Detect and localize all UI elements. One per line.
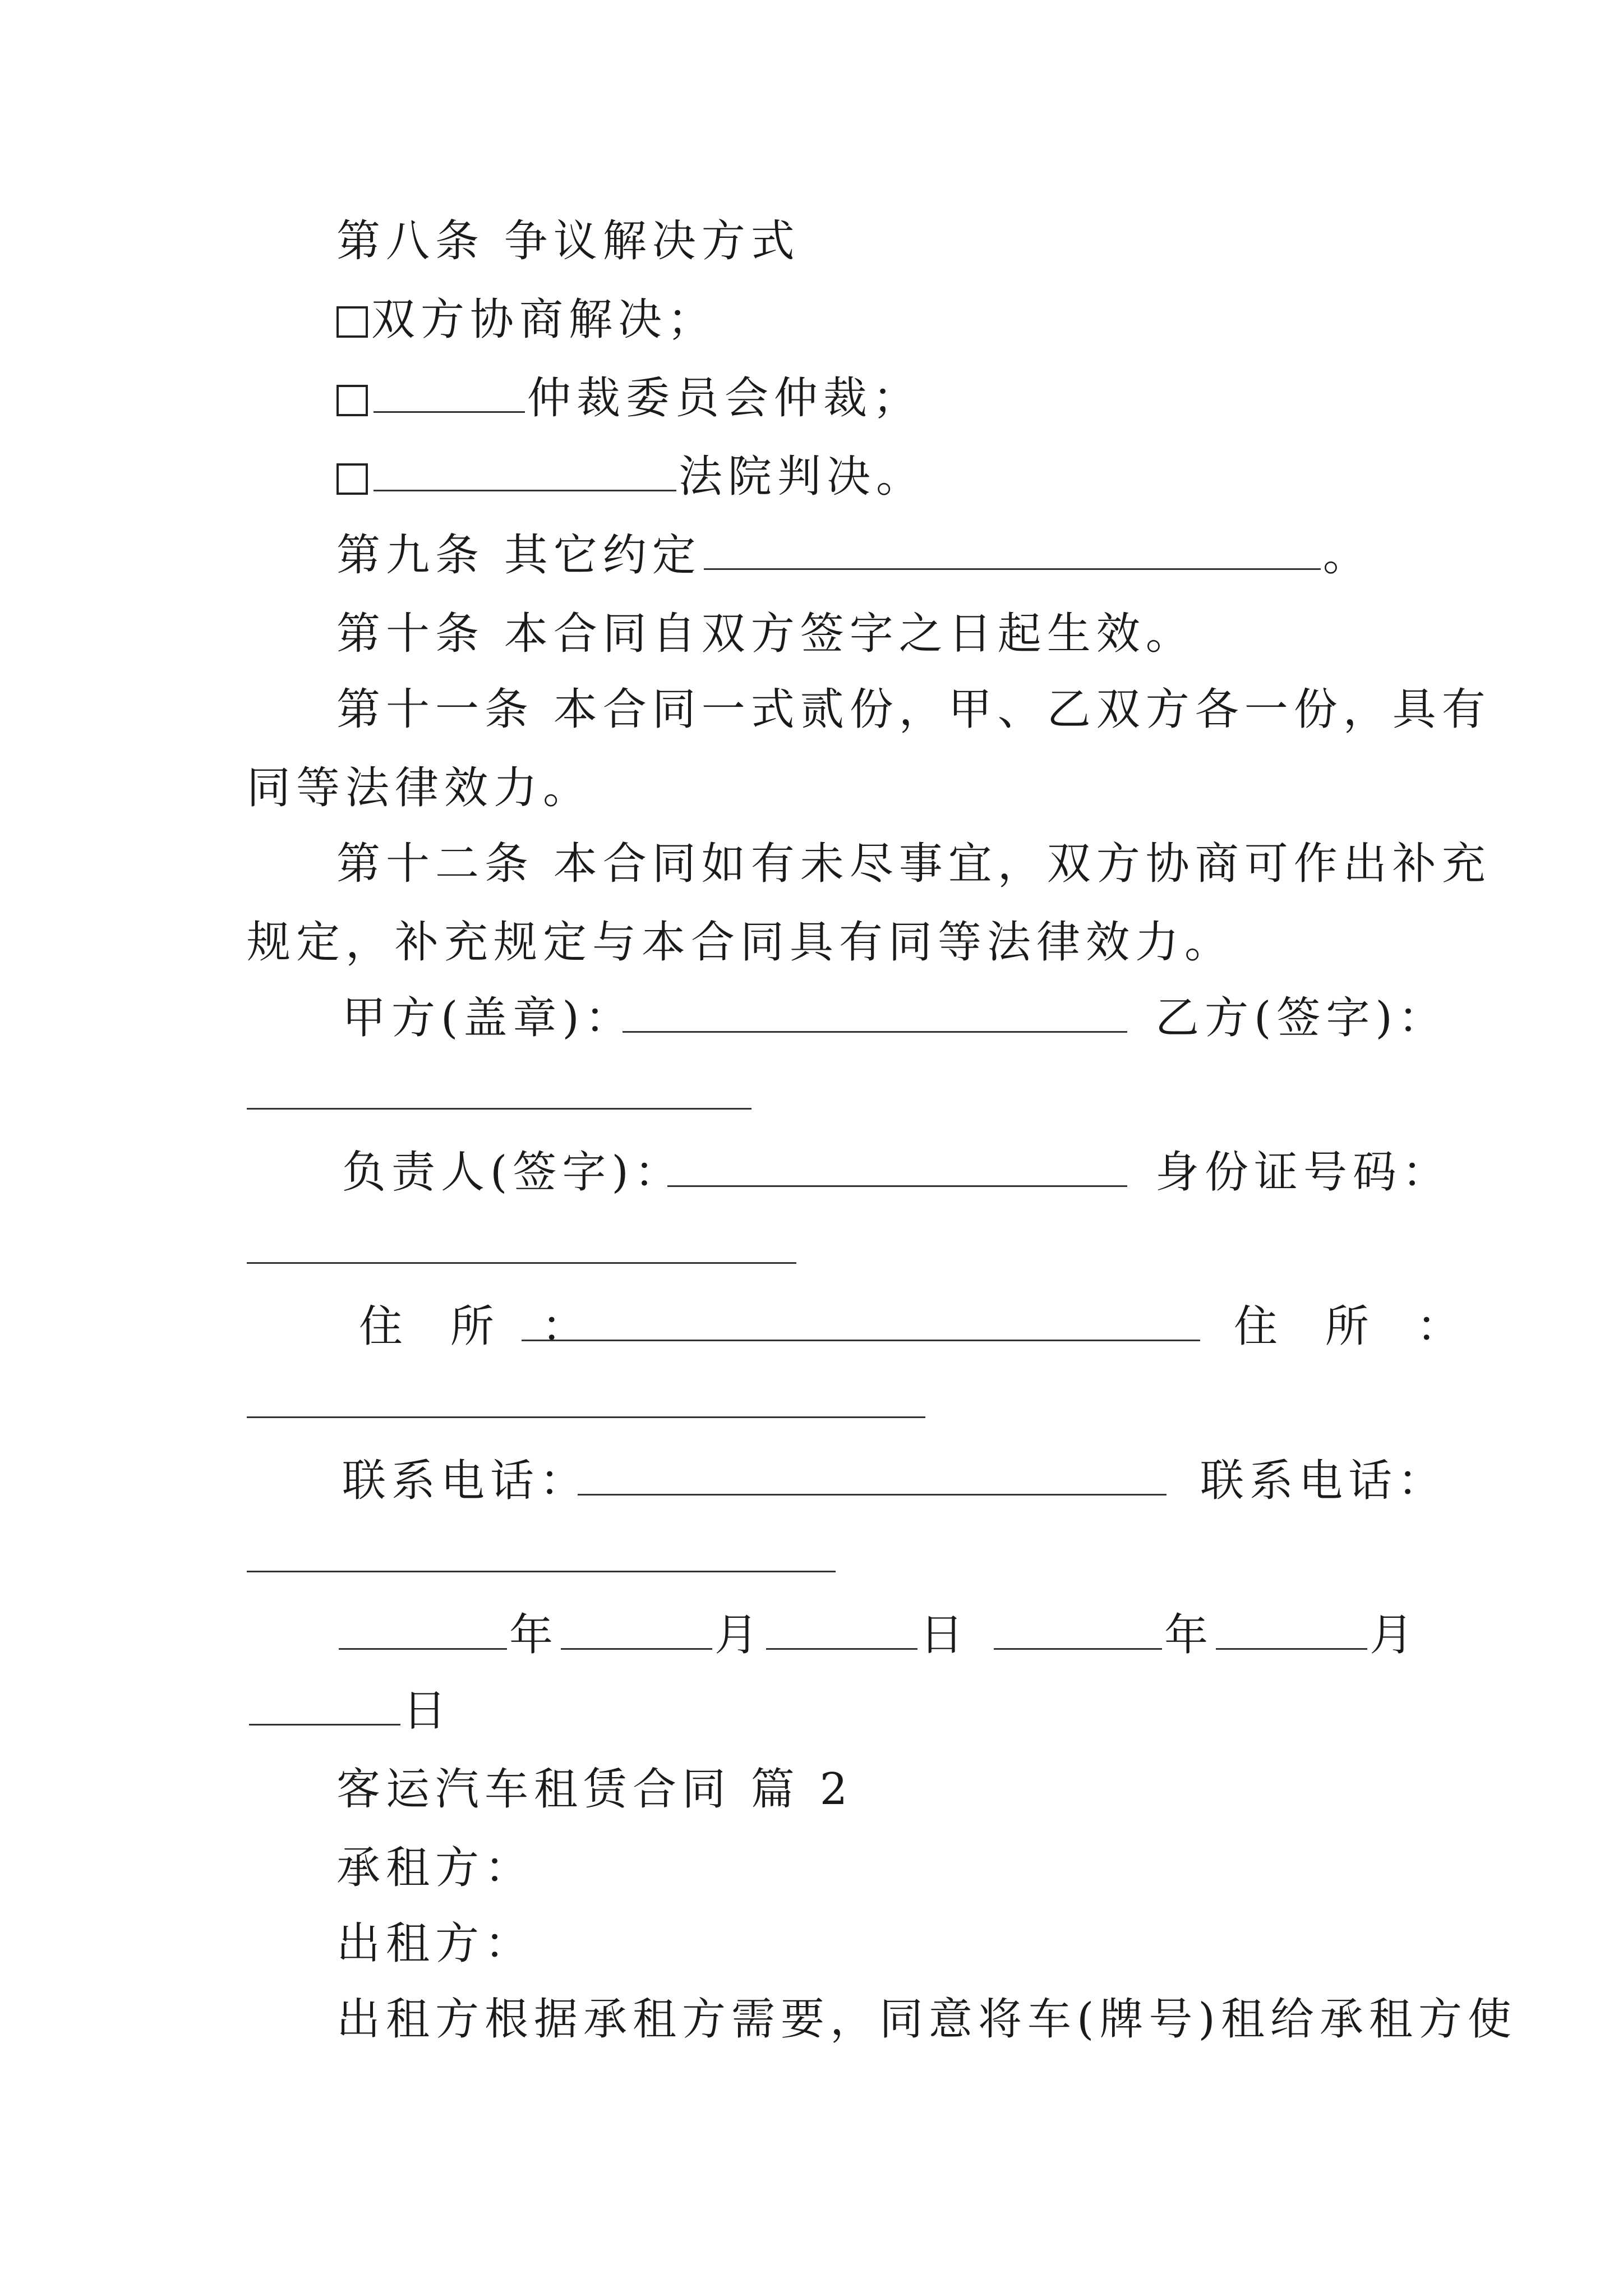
checkbox-court[interactable] bbox=[336, 463, 368, 495]
phone-a-label: 联系电话： bbox=[342, 1456, 589, 1506]
article-9-label: 第九条 其它约定 bbox=[336, 530, 702, 581]
party-b-sign-blank[interactable] bbox=[247, 1108, 751, 1110]
id-number-label: 身份证号码： bbox=[1155, 1147, 1452, 1198]
checkbox-arbitration[interactable] bbox=[336, 385, 368, 416]
phone-b-blank[interactable] bbox=[247, 1571, 836, 1572]
responsible-sign-blank[interactable] bbox=[667, 1185, 1127, 1187]
option-arbitration-label: 仲裁委员会仲裁； bbox=[527, 373, 923, 424]
arbitration-committee-blank[interactable] bbox=[374, 371, 525, 413]
lessor-row bbox=[336, 1916, 534, 1972]
address-a-label: 住 所 ： bbox=[359, 1301, 602, 1352]
lessee-label: 承租方： bbox=[336, 1843, 534, 1893]
lessee-row bbox=[336, 1840, 534, 1896]
article-9 bbox=[336, 527, 1372, 583]
month-b-label: 月 bbox=[1370, 1610, 1419, 1660]
section-2-title-text: 客运汽车租赁合同 篇 2 bbox=[336, 1764, 854, 1815]
responsible-sign-label: 负责人(签字)： bbox=[342, 1147, 684, 1198]
year-b-blank[interactable] bbox=[994, 1608, 1162, 1650]
article-8-title bbox=[336, 213, 800, 269]
article-11-text-1: 第十一条 本合同一式贰份，甲、乙双方各一份，具有 bbox=[336, 684, 1491, 735]
article-12-line-2 bbox=[247, 914, 1234, 970]
article-11-text-2: 同等法律效力。 bbox=[247, 763, 593, 813]
lease-clause-text: 出租方根据承租方需要，同意将车(牌号)租给承租方使 bbox=[336, 1994, 1517, 2045]
article-12-line-1 bbox=[336, 836, 1491, 892]
phone-b-row bbox=[1200, 1453, 1447, 1509]
party-a-seal-row bbox=[342, 990, 634, 1046]
day-a-blank[interactable] bbox=[766, 1608, 917, 1650]
other-terms-blank[interactable] bbox=[704, 528, 1321, 570]
address-b-blank[interactable] bbox=[247, 1416, 925, 1418]
option-arbitration bbox=[336, 370, 922, 426]
party-a-seal-label: 甲方(盖章)： bbox=[342, 993, 634, 1043]
article-10-text: 第十条 本合同自双方签字之日起生效。 bbox=[336, 609, 1195, 659]
day-b-label: 日 bbox=[403, 1686, 453, 1736]
year-b-label: 年 bbox=[1164, 1610, 1214, 1660]
year-a-label: 年 bbox=[509, 1610, 559, 1660]
phone-a-blank[interactable] bbox=[578, 1494, 1166, 1496]
address-b-row bbox=[1234, 1299, 1477, 1355]
day-b-blank[interactable] bbox=[249, 1683, 400, 1726]
option-negotiation-label: 双方协商解决； bbox=[371, 295, 717, 345]
month-a-label: 月 bbox=[714, 1610, 764, 1660]
article-12-text-1: 第十二条 本合同如有未尽事宜，双方协商可作出补充 bbox=[336, 839, 1491, 889]
id-number-blank[interactable] bbox=[247, 1262, 796, 1264]
id-number-row bbox=[1155, 1144, 1451, 1200]
lessor-label: 出租方： bbox=[336, 1918, 534, 1969]
date-row-2 bbox=[247, 1683, 452, 1739]
checkbox-negotiation[interactable] bbox=[336, 306, 368, 338]
section-2-title bbox=[336, 1761, 853, 1818]
article-10 bbox=[336, 606, 1195, 662]
phone-b-label: 联系电话： bbox=[1200, 1456, 1447, 1506]
phone-a-row bbox=[342, 1453, 589, 1509]
article-12-text-2: 规定，补充规定与本合同具有同等法律效力。 bbox=[247, 917, 1234, 968]
address-a-row bbox=[359, 1299, 602, 1355]
date-row bbox=[336, 1607, 1419, 1663]
article-8-title-text: 第八条 争议解决方式 bbox=[336, 216, 800, 266]
party-b-sign-row bbox=[1155, 990, 1447, 1046]
party-a-seal-blank[interactable] bbox=[623, 1031, 1127, 1033]
lease-clause-row bbox=[336, 1991, 1517, 2047]
article-11-line-1 bbox=[336, 682, 1491, 738]
party-b-sign-label: 乙方(签字)： bbox=[1155, 993, 1447, 1043]
option-court bbox=[336, 449, 925, 505]
article-11-line-2 bbox=[247, 760, 592, 816]
option-negotiation bbox=[336, 292, 717, 348]
day-a-label: 日 bbox=[920, 1610, 970, 1660]
address-a-blank[interactable] bbox=[522, 1340, 1200, 1341]
year-a-blank[interactable] bbox=[339, 1608, 507, 1650]
month-b-blank[interactable] bbox=[1216, 1608, 1367, 1650]
article-9-end: 。 bbox=[1322, 530, 1372, 581]
responsible-sign-row bbox=[342, 1144, 684, 1200]
court-name-blank[interactable] bbox=[374, 449, 676, 491]
option-court-label: 法院判决。 bbox=[679, 452, 926, 502]
month-a-blank[interactable] bbox=[561, 1608, 712, 1650]
address-b-label: 住 所 ： bbox=[1234, 1301, 1477, 1352]
